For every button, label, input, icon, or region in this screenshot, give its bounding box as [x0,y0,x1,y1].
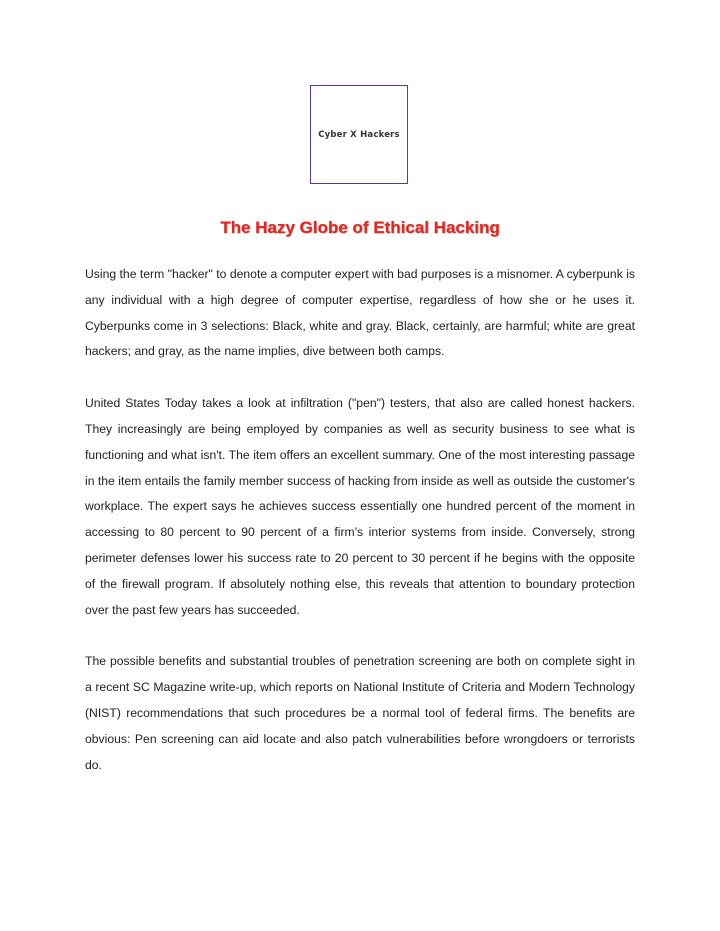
paragraph-3: The possible benefits and substantial troubles of penetration screening are both on complete sight in a recent SC Magazine write-up, which reports on National Institute of Criteria and Modern Technology (NIST) recommendations that such procedures be a normal tool of federal firms. The benefits are obvious: Pen screening can aid locate and also patch vulnerabilities before wrongdoers or terrorists do. [85,654,635,772]
logo [310,85,408,184]
logo-text: Cyber X Hackers [318,129,400,140]
paragraph-1: Using the term "hacker" to denote a computer expert with bad purposes is a misnomer. A cyberpunk is any individual with a high degree of computer expertise, regardless of how she or he uses it. Cyberpunks come in 3 selections: Black, white and gray. Black, certainly, are harmful; white are great hackers; and gray, as the name implies, dive between both camps. [85,267,635,359]
document-body [85,262,635,804]
document-title: The Hazy Globe of Ethical Hacking [220,218,500,237]
paragraph-2: United States Today takes a look at infiltration ("pen") testers, that also are called honest hackers. They increasingly are being employed by companies as well as security business to see what is functioning and what isn't. The item offers an excellent summary. One of the most interesting passage in the item entails the family member success of hacking from inside as well as outside the customer's workplace. The expert says he achieves success essentially one hundred percent of the moment in accessing to 80 percent to 90 percent of a firm's interior systems from inside. Conversely, strong perimeter defenses lower his success rate to 20 percent to 30 percent if he begins with the opposite of the firewall program. If absolutely nothing else, this reveals that attention to boundary protection over the past few years has succeeded. [85,396,635,617]
